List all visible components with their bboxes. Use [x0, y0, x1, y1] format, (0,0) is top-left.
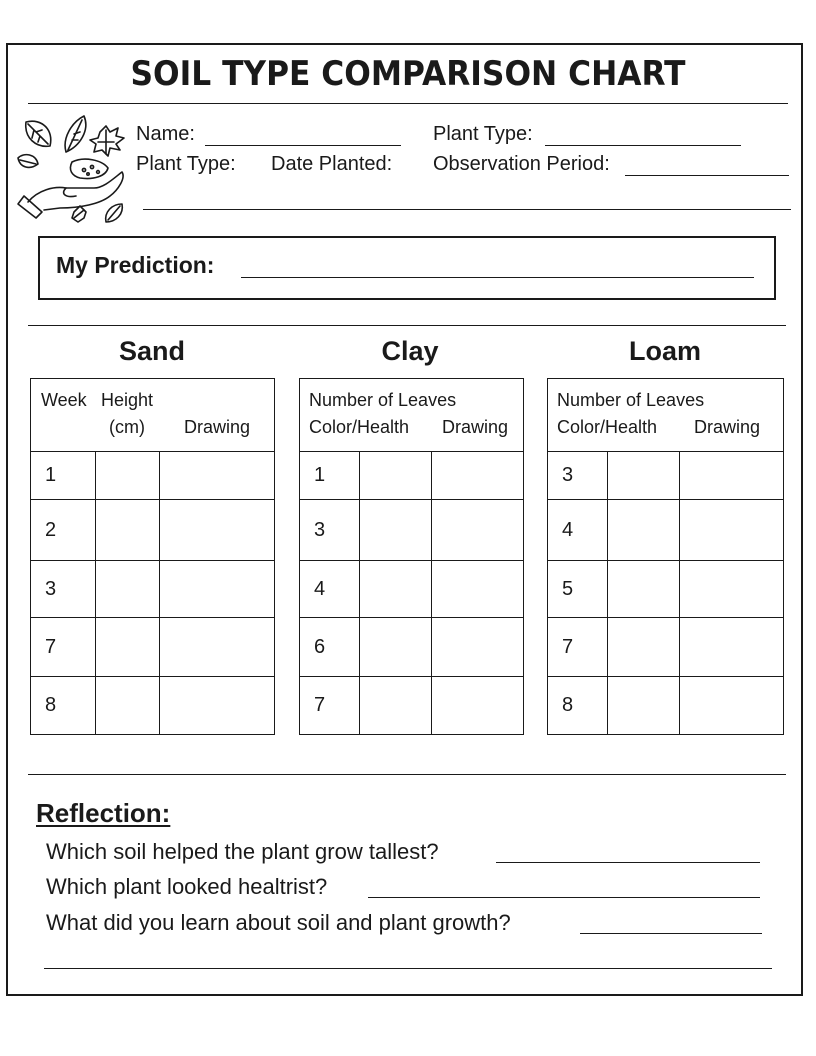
color-health-header: Color/Health — [309, 417, 410, 437]
leaves-cell: 7 — [300, 677, 360, 735]
drawing-cell[interactable] — [680, 500, 784, 561]
name-label: Name: — [136, 123, 195, 145]
table-header-row — [548, 379, 784, 452]
color-health-cell[interactable] — [608, 618, 680, 677]
color-health-cell[interactable] — [608, 500, 680, 561]
height-cell[interactable] — [96, 561, 160, 618]
week-cell: 1 — [31, 452, 96, 500]
leaves-cell: 5 — [548, 561, 608, 618]
week-cell: 3 — [31, 561, 96, 618]
observation-period-label: Observation Period: — [433, 153, 610, 175]
plant-type-label: Plant Type: — [433, 123, 533, 145]
color-health-cell[interactable] — [360, 500, 432, 561]
height-cell[interactable] — [96, 500, 160, 561]
reflection-answer-3-continued[interactable] — [44, 968, 772, 969]
table-row — [31, 452, 275, 500]
table-header-row — [31, 379, 275, 452]
table-row — [548, 500, 784, 561]
height-unit-header: (cm) — [109, 417, 145, 437]
name-field[interactable] — [205, 145, 401, 146]
table-row — [300, 677, 524, 735]
drawing-cell[interactable] — [160, 452, 275, 500]
drawing-header: Drawing — [694, 417, 761, 437]
drawing-header: Drawing — [442, 417, 509, 437]
color-health-cell[interactable] — [608, 452, 680, 500]
table-row — [300, 500, 524, 561]
hand-holding-soil-icon — [18, 159, 123, 218]
title-divider — [28, 103, 788, 104]
reflection-question-3: What did you learn about soil and plant growth? — [46, 910, 511, 935]
drawing-cell[interactable] — [680, 452, 784, 500]
table-row — [31, 618, 275, 677]
date-planted-label: Date Planted: — [271, 153, 393, 175]
reflection-question-1: Which soil helped the plant grow tallest? — [46, 839, 439, 864]
height-cell[interactable] — [96, 452, 160, 500]
drawing-cell[interactable] — [680, 618, 784, 677]
leaves-cell: 4 — [300, 561, 360, 618]
drawing-cell[interactable] — [432, 677, 524, 735]
table-row — [31, 677, 275, 735]
plant-type-field[interactable] — [545, 145, 741, 146]
reflection-title: Reflection: — [36, 798, 171, 828]
table-row — [300, 561, 524, 618]
color-health-cell[interactable] — [360, 618, 432, 677]
drawing-cell[interactable] — [432, 500, 524, 561]
page-title: SOIL TYPE COMPARISON CHART — [130, 54, 686, 94]
sand-table — [30, 378, 275, 735]
reflection-answer-3[interactable] — [580, 933, 762, 934]
loam-table — [547, 378, 784, 735]
color-health-cell[interactable] — [360, 561, 432, 618]
leaf-icon — [26, 121, 51, 146]
color-health-cell[interactable] — [608, 561, 680, 618]
info-blank-line[interactable] — [143, 209, 791, 210]
color-health-cell[interactable] — [608, 677, 680, 735]
leaves-cell: 7 — [548, 618, 608, 677]
drawing-header: Drawing — [184, 417, 251, 437]
leaf-icon — [106, 204, 123, 222]
drawing-cell[interactable] — [432, 618, 524, 677]
week-header: Week — [41, 390, 87, 410]
reflection-divider — [28, 774, 786, 775]
leaves-cell: 8 — [548, 677, 608, 735]
leaf-icon — [72, 206, 86, 222]
leaves-cell: 3 — [300, 500, 360, 561]
table-header-row — [300, 379, 524, 452]
color-health-header: Color/Health — [557, 417, 658, 437]
table-row — [31, 561, 275, 618]
soil-heading-loam: Loam — [628, 336, 701, 366]
leaves-header: Number of Leaves — [309, 390, 457, 410]
leaf-icon — [18, 155, 38, 168]
drawing-cell[interactable] — [680, 561, 784, 618]
prediction-field[interactable] — [241, 277, 754, 278]
soil-heading-sand: Sand — [118, 336, 185, 366]
section-divider — [28, 325, 786, 326]
leaves-header: Number of Leaves — [557, 390, 705, 410]
height-cell[interactable] — [96, 618, 160, 677]
drawing-cell[interactable] — [160, 561, 275, 618]
table-row — [548, 677, 784, 735]
reflection-question-2: Which plant looked healtrist? — [46, 874, 328, 899]
table-row — [548, 618, 784, 677]
soil-heading-clay: Clay — [381, 336, 439, 366]
drawing-cell[interactable] — [680, 677, 784, 735]
week-cell: 7 — [31, 618, 96, 677]
color-health-cell[interactable] — [360, 677, 432, 735]
week-cell: 2 — [31, 500, 96, 561]
observation-period-field[interactable] — [625, 175, 789, 176]
color-health-cell[interactable] — [360, 452, 432, 500]
drawing-cell[interactable] — [432, 561, 524, 618]
leaves-cell: 1 — [300, 452, 360, 500]
drawing-cell[interactable] — [160, 618, 275, 677]
maple-leaf-icon — [90, 126, 124, 156]
table-row — [300, 452, 524, 500]
reflection-answer-1[interactable] — [496, 862, 760, 863]
leaves-cell: 6 — [300, 618, 360, 677]
week-cell: 8 — [31, 677, 96, 735]
leaves-cell: 4 — [548, 500, 608, 561]
plant-hand-icon — [14, 112, 134, 232]
prediction-label: My Prediction: — [56, 252, 215, 278]
table-row — [548, 452, 784, 500]
table-row — [31, 500, 275, 561]
drawing-cell[interactable] — [160, 677, 275, 735]
drawing-cell[interactable] — [432, 452, 524, 500]
drawing-cell[interactable] — [160, 500, 275, 561]
table-row — [548, 561, 784, 618]
leaves-cell: 3 — [548, 452, 608, 500]
height-cell[interactable] — [96, 677, 160, 735]
reflection-answer-2[interactable] — [368, 897, 760, 898]
leaf-icon — [65, 116, 86, 152]
height-header: Height — [101, 390, 154, 410]
table-row — [300, 618, 524, 677]
clay-table — [299, 378, 524, 735]
plant-type-label-2: Plant Type: — [136, 153, 236, 175]
